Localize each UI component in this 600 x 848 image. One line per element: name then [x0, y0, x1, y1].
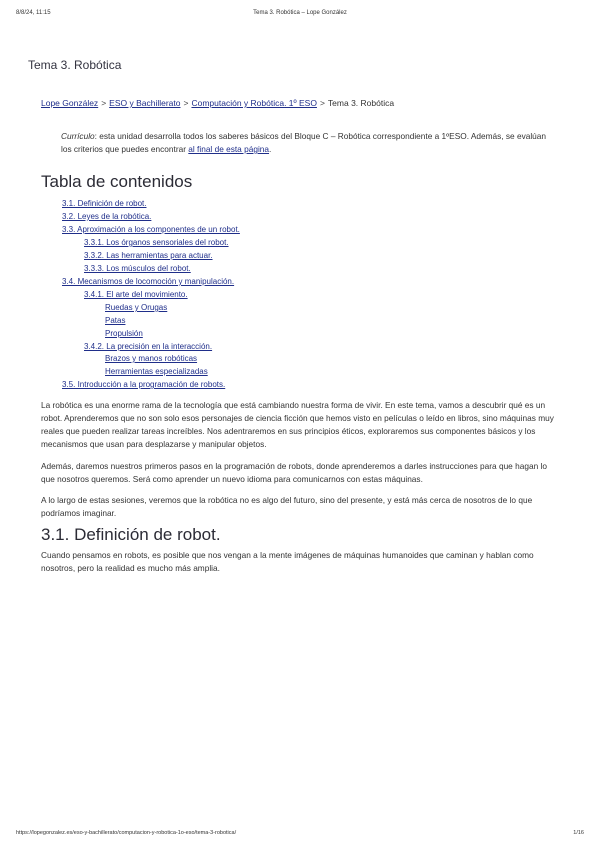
note-text: : esta unidad desarrolla todos los saberes básicos del: [94, 131, 295, 141]
toc-item[interactable]: [62, 276, 234, 288]
toc-item[interactable]: [105, 315, 125, 327]
toc-item[interactable]: [84, 237, 229, 249]
print-url: https://lopegonzalez.es/eso-y-bachillerato/computacion-y-robotica-1o-eso/tema-3-robotica/: [16, 830, 237, 836]
curriculum-note: [61, 130, 551, 156]
toc-link[interactable]: 3.4.2. La precisión en la interacción.: [84, 342, 213, 351]
toc-item[interactable]: [105, 353, 197, 365]
print-title: Tema 3. Robótica – Lope González: [253, 10, 347, 16]
toc-item[interactable]: [84, 263, 191, 275]
toc-item[interactable]: [105, 302, 167, 314]
toc-item[interactable]: [105, 328, 143, 340]
intro-paragraph: La robótica es una enorme rama de la tecnología que está cambiando nuestra forma de vivir. En este tema, vamos a descubrir qué es un robot. Aprenderemos que no son solo esos personajes de ciencia ficción que hemos visto en películas o leído en libros, sino máquinas muy reales que pueden realizar tareas increíbles. Nos adentraremos en sus principios éticos, exploraremos sus componentes básicos y los mecanismos que usan para desplazarse y manipular objetos.: [41, 400, 554, 449]
toc-heading: Tabla de contenidos: [41, 172, 193, 191]
print-footer: [16, 828, 584, 838]
note-lead: Currículo: [61, 131, 95, 141]
toc-link[interactable]: 3.2. Leyes de la robótica.: [62, 212, 152, 221]
toc-link[interactable]: 3.4. Mecanismos de locomoción y manipulación.: [62, 277, 235, 286]
breadcrumb-link-eso-bachillerato[interactable]: ESO y Bachillerato: [109, 98, 181, 108]
toc-link[interactable]: 3.3.1. Los órganos sensoriales del robot.: [84, 238, 229, 247]
page-number: 1/16: [573, 830, 584, 836]
toc-link[interactable]: 3.5. Introducción a la programación de robots.: [62, 380, 226, 389]
toc-link[interactable]: Herramientas especializadas: [105, 367, 208, 376]
print-date: 8/8/24, 11:15: [16, 10, 51, 16]
note-highlight: Bloque C – Robótica: [294, 131, 371, 141]
site-title: Tema 3. Robótica: [28, 58, 122, 72]
toc-link[interactable]: 3.3.3. Los músculos del robot.: [84, 264, 191, 273]
breadcrumb-link-home[interactable]: Lope González: [41, 98, 99, 108]
breadcrumb-separator: >: [319, 98, 325, 108]
note-text: correspondiente a 1ºESO. Además, se evalúan los criterios que puedes encontrar: [61, 131, 547, 154]
toc-item[interactable]: [62, 211, 151, 223]
breadcrumb-separator: >: [101, 98, 107, 108]
toc-item[interactable]: [62, 379, 225, 391]
toc-link[interactable]: Ruedas y Orugas: [105, 303, 168, 312]
toc-link[interactable]: 3.3. Aproximación a los componentes de un robot.: [62, 225, 240, 234]
breadcrumb-separator: >: [183, 98, 189, 108]
toc-item[interactable]: [84, 250, 213, 262]
section-paragraph: Cuando pensamos en robots, es posible que nos vengan a la mente imágenes de máquinas humanoides que caminan y hablan como nosotros, pero la realidad es mucho más amplia.: [41, 550, 534, 573]
breadcrumb: [41, 98, 394, 108]
print-header: [16, 8, 584, 18]
toc-link[interactable]: Brazos y manos robóticas: [105, 354, 198, 363]
intro-paragraph: A lo largo de estas sesiones, veremos que la robótica no es algo del futuro, sino del presente, y está más cerca de nosotros de lo que podríamos imaginar.: [41, 495, 533, 518]
intro-paragraph: Además, daremos nuestros primeros pasos en la programación de robots, donde aprenderemos a darles instrucciones para que hagan lo que nosotros queremos. Será como aprender un nuevo idioma para comunicarnos con estas máquinas.: [41, 461, 547, 484]
toc-link[interactable]: Patas: [105, 316, 126, 325]
note-link-end-of-page[interactable]: al final de esta página: [188, 144, 270, 154]
toc-link[interactable]: Propulsión: [105, 329, 143, 338]
toc-item[interactable]: [62, 224, 240, 236]
section-heading: 3.1. Definición de robot.: [41, 525, 221, 544]
toc-link[interactable]: 3.3.2. Las herramientas para actuar.: [84, 251, 213, 260]
toc-item[interactable]: [84, 289, 188, 301]
toc-item[interactable]: [105, 366, 208, 378]
note-text: .: [269, 144, 272, 154]
breadcrumb-current: Tema 3. Robótica: [327, 98, 395, 108]
toc-item[interactable]: [84, 341, 212, 353]
toc-link[interactable]: 3.4.1. El arte del movimiento.: [84, 290, 188, 299]
toc-link[interactable]: 3.1. Definición de robot.: [62, 199, 147, 208]
breadcrumb-link-computacion[interactable]: Computación y Robótica. 1º ESO: [191, 98, 317, 108]
toc-item[interactable]: [62, 198, 147, 210]
